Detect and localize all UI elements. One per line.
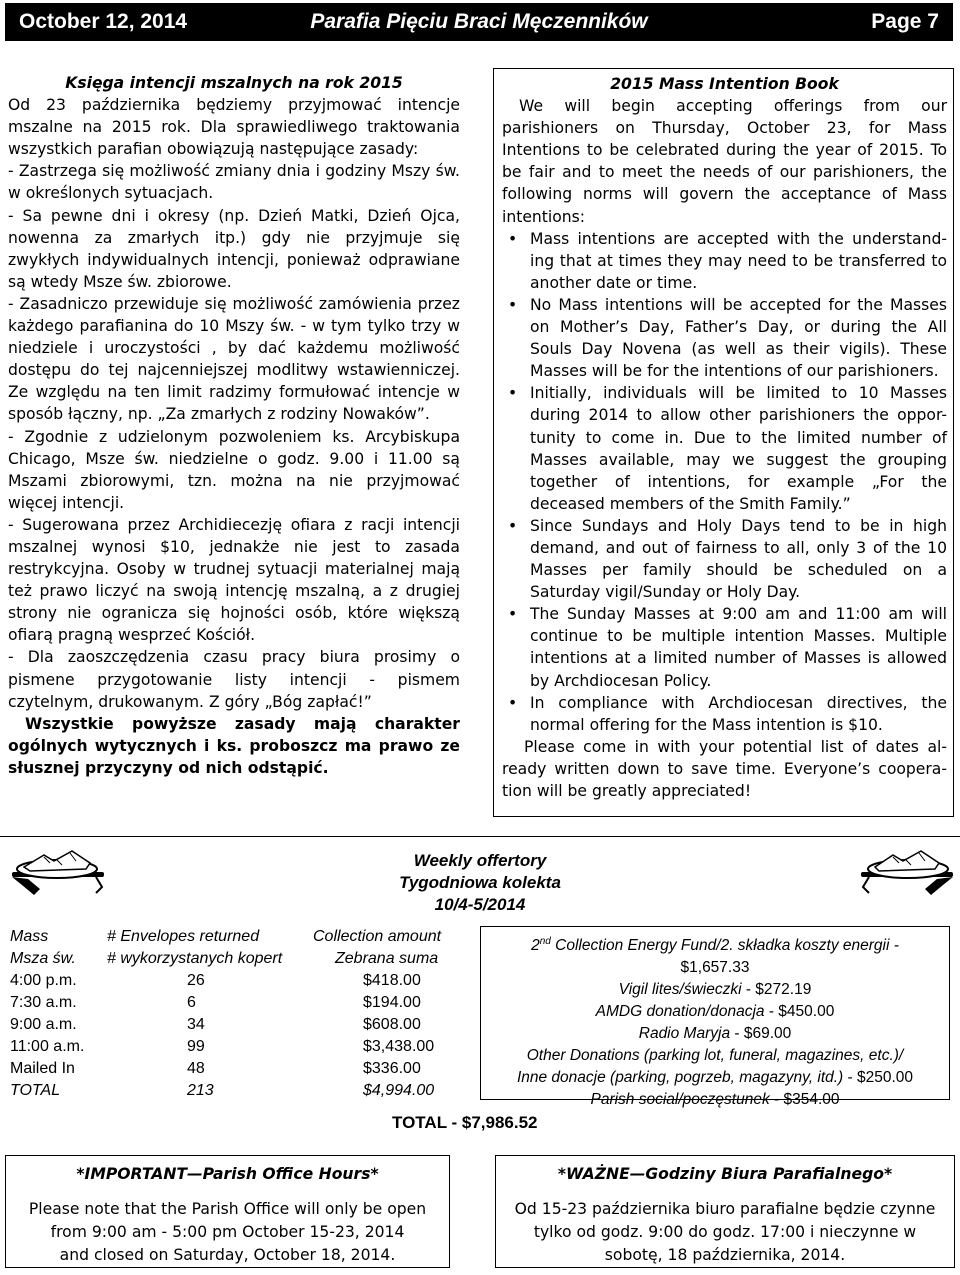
list-item: • No Mass intentions will be accepted for the Masses on Mother’s Day, Father’s Day, or during the All Souls Day Novena (as well as their vigils). These Masses will be for the intentions of our parishioners. [508,295,947,381]
donation-line: Parish social/poczęstunek - $354.00 [590,1091,840,1109]
list-item: • The Sunday Masses at 9:00 am and 11:00 am will continue to be multiple intention Masses. Multiple intentions at a limited number of Masses is allowed by Archdiocesan Policy. [508,605,947,690]
offertory-title [300,850,660,916]
list-item: • Since Sundays and Holy Days tend to be in high demand, and out of fairness to all, only 3 of the 10 Masses per family should be scheduled on a Saturday vigil/Sunday or Holy Day. [508,516,947,602]
mass-intention-closing: Please come in with your potential list of dates al-ready written down to save time. Everyone’s coopera-tion will be greatly appreciated! [502,737,947,800]
polish-intention-title: Księga intencji mszalnych na rok 2015 [65,74,403,92]
donation-line: Other Donations (parking lot, funeral, magazines, etc.)/ [526,1047,904,1065]
polish-intention-notice [8,72,460,779]
page-header [5,3,953,41]
collection-plate-icon [10,845,110,897]
mass-intention-box [493,68,954,817]
offertory-title-pl: Tygodniowa kolekta [399,873,561,892]
second-collection-title: 2nd Collection Energy Fund/2. składka koszty energii - [531,936,899,955]
office-hours-line: and closed on Saturday, October 18, 2014. [59,1246,396,1264]
bullet-icon: • [508,384,518,403]
mass-intention-intro: We will begin accepting offerings from our parishioners on Thursday, October 23, for Mass Intentions to be celebrated during the year of 2015. To be fair and to meet the needs of our parishioners, the following norms will govern the acceptance of Mass intentions: [502,97,947,226]
office-hours-pl-box [495,1155,955,1268]
polish-paragraph: - Sa pewne dni i okresy (np. Dzień Matki, Dzień Ojca, nowenna za zmarłych itp.) gdy nie przyjmuje się zwykłych indywidualnych intencji, ponieważ odprawiane są wtedy Msze św. zbiorowe. [8,206,460,291]
office-hours-line: tylko od godz. 9:00 do godz. 17:00 i nieczynne w [533,1223,917,1241]
bullet-icon: • [508,516,518,535]
polish-paragraph: - Dla zaoszczędzenia czasu pracy biura prosimy o pismene przygotowanie listy intencji - pismem czytelnym, drukowanym. Z góry „Bóg zapłać!” [8,648,460,711]
mass-intention-norms [502,228,947,736]
bullet-icon: • [508,605,518,624]
donation-line: Radio Maryja - $69.00 [638,1025,792,1043]
bullet-icon: • [508,229,518,248]
mass-intention-title: 2015 Mass Intention Book [610,75,839,93]
donation-line: Vigil lites/świeczki - $272.19 [618,981,812,999]
offertory-date: 10/4-5/2014 [434,895,526,914]
office-hours-line: Please note that the Parish Office will only be open [28,1200,427,1218]
list-item: • Initially, individuals will be limited to 10 Masses during 2014 to allow other parishioners the oppor-tunity to come in. Due to the limited number of Masses available, may we suggest the grouping together of intentions, for example „For the deceased members of the Smith Family.” [508,384,947,513]
weekly-offertory-section: Weekly offertory Tygodniowa kolekta 10/4-5/2014 Mass # Envelopes returned Collection amount Msza św. # wykorzystanych kopert Zebrana suma 4:00 p.m. 26 $418.00 7:30 a.m. 6 $194.00 9:00 a.m. 34 $608.00 11:00 a.m. 99 $3,438.00 Mailed In 48 $336.00 TOTAL 213 $4,994.00 TOTAL - $7,986.52 2nd Collection Energy Fund/2. składka koszty energii - $1,657.33 Vigil lites/świeczki - $272.19 AMDG donation/donacja - $450.00 Radio Maryja - $69.00 Other Donations (parking lot, funeral, magazines, etc.)/ Inne donacje (parking, pogrzeb, magazyny, itd.) - $250.00 Parish social/poczęstunek - $354.00 [0,836,960,1140]
office-hours-line: from 9:00 am - 5:00 pm October 15-23, 2014 [50,1223,405,1241]
header-parish-name: Parafia Pięciu Braci Męczenników [310,10,648,33]
grand-total: TOTAL - $7,986.52 [392,1113,538,1132]
offertory-title-en: Weekly offertory [413,851,547,870]
office-hours-line: Od 15-23 października biuro parafialne będzie czynne [514,1200,936,1218]
bullet-icon: • [508,693,518,712]
header-date: October 12, 2014 [19,10,188,33]
polish-paragraph: - Sugerowana przez Archidiecezję ofiara z racji intencji mszalnej wynosi $10, jednakże nie jest to zasada restrykcyjna. Osoby w trudnej sytuacji materialnej mają też prawo liczyć na swoją intencję mszalną, a z drugiej strony nie ogranicza się hojności osób, które większą ofiarą pragną wesprzeć Kościół. [8,515,460,645]
office-hours-en-title: *IMPORTANT—Parish Office Hours* [76,1165,379,1183]
header-page-number: Page 7 [871,10,939,33]
polish-paragraph: Od 23 października będziemy przyjmować intencje mszalne na 2015 rok. Dla sprawiedliwego traktowania wszystkich parafian obowiązują następujące zasady: [8,96,460,159]
bullet-icon: • [508,295,518,314]
list-item: • Mass intentions are accepted with the understand-ing that at times they may need to be transferred to another date or time. [508,229,947,292]
donation-line: AMDG donation/donacja - $450.00 [595,1003,835,1021]
collection-plate-icon [855,845,955,897]
office-hours-line: sobotę, 18 października, 2014. [604,1246,846,1264]
polish-paragraph: - Zasadniczo przewiduje się możliwość zamówienia przez każdego parafianina do 10 Mszy św. - w tym tylko trzy w niedziele i uroczystości , by dać każdemu możliwość dostępu do tej najcenniejszej modlitwy wstawienniczej. Ze względu na ten limit radzimy formułować intencje w sposób łączny, np. „Za zmarłych z rodziny Nowaków”. [8,294,460,424]
second-collection-value: $1,657.33 [680,959,750,977]
polish-closing: Wszystkie powyższe zasady mają charakter ogólnych wytycznych i ks. proboszcz ma prawo ze słusznej przyczyny od nich odstąpić. [8,714,460,777]
list-item: • In compliance with Archdiocesan directives, the normal offering for the Mass intention is $10. [508,693,947,734]
donation-line: Inne donacje (parking, pogrzeb, magazyny, itd.) - $250.00 [516,1069,914,1087]
polish-paragraph: - Zgodnie z udzielonym pozwoleniem ks. Arcybiskupa Chicago, Msze św. niedzielne o godz. 9.00 i 11.00 są Mszami zbiorowymi, tzn. można na nie przyjmować więcej intencji. [8,427,460,512]
second-collection-box [480,926,950,1109]
office-hours-en-box [5,1155,450,1268]
polish-paragraph: - Zastrzega się możliwość zmiany dnia i godziny Mszy św. w określonych sytuacjach. [8,162,460,203]
office-hours-pl-title: *WAŻNE—Godziny Biura Parafialnego* [557,1165,893,1183]
